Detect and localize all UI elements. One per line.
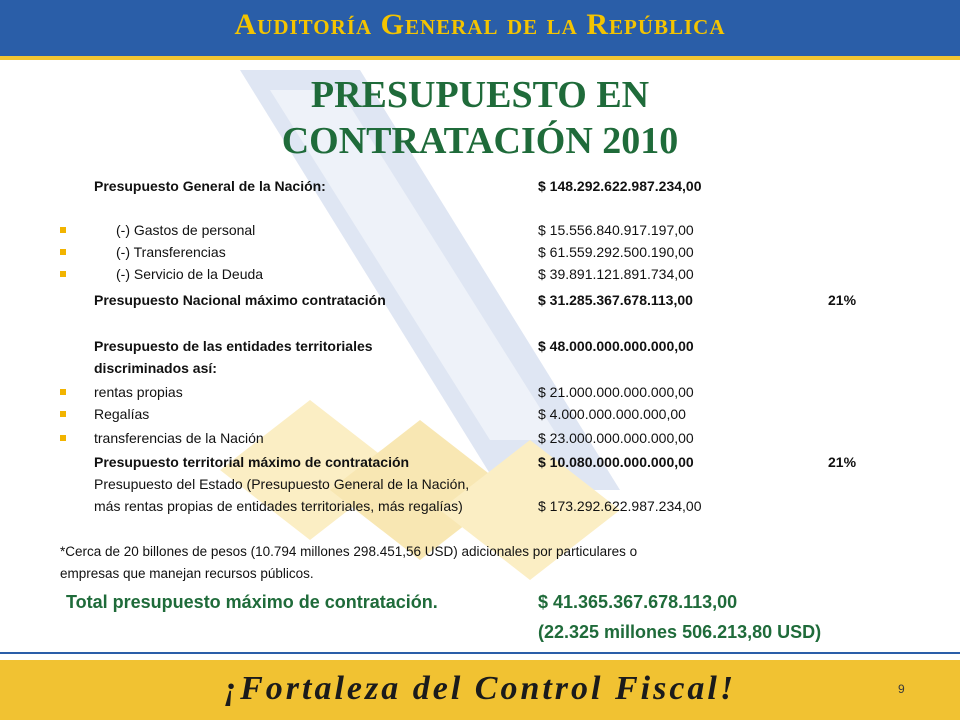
total-usd: (22.325 millones 506.213,80 USD) [538, 622, 822, 642]
row-label: Presupuesto Nacional máximo contratación [94, 292, 386, 308]
bullet-icon [60, 389, 66, 395]
row-amount: $ 15.556.840.917.197,00 [538, 222, 694, 238]
slide-title [180, 72, 780, 164]
row-amount: $ 23.000.000.000.000,00 [538, 430, 694, 446]
row-percentage: 21% [828, 292, 857, 308]
row-label: rentas propias [94, 384, 183, 400]
row-amount: $ 148.292.622.987.234,00 [538, 178, 702, 194]
row-amount: $ 61.559.292.500.190,00 [538, 244, 694, 260]
page-number: 9 [898, 682, 905, 696]
bullet-icon [60, 271, 66, 277]
row-amount: $ 173.292.622.987.234,00 [538, 498, 702, 514]
title-line-2: CONTRATACIÓN 2010 [281, 120, 679, 162]
row-percentage: 21% [828, 454, 857, 470]
note-line-1: *Cerca de 20 billones de pesos (10.794 millones 298.451,56 USD) adicionales por particulares o [60, 544, 638, 559]
org-title: Auditoría General de la República [234, 8, 726, 41]
row-amount: $ 31.285.367.678.113,00 [538, 292, 693, 308]
bullet-icon [60, 411, 66, 417]
footer-divider [0, 652, 960, 654]
row-label: más rentas propias de entidades territoriales, más regalías) [94, 498, 463, 514]
row-label: (-) Transferencias [116, 244, 226, 260]
title-line-1: PRESUPUESTO EN [310, 74, 650, 116]
bullet-icon [60, 227, 66, 233]
row-amount: $ 4.000.000.000.000,00 [538, 406, 686, 422]
row-amount: $ 48.000.000.000.000,00 [538, 338, 694, 354]
bullet-icon [60, 435, 66, 441]
header-divider [0, 56, 960, 60]
row-label: (-) Servicio de la Deuda [116, 266, 264, 282]
note-line-2: empresas que manejan recursos públicos. [60, 566, 314, 581]
row-label: Regalías [94, 406, 150, 422]
footer-slogan: ¡Fortaleza del Control Fiscal! [223, 670, 737, 707]
row-amount: $ 21.000.000.000.000,00 [538, 384, 694, 400]
row-label: Presupuesto territorial máximo de contratación [94, 454, 410, 470]
header-band [0, 0, 960, 56]
footer-band [0, 660, 960, 720]
row-amount: $ 39.891.121.891.734,00 [538, 266, 694, 282]
row-label: transferencias de la Nación [94, 430, 264, 446]
row-label: (-) Gastos de personal [116, 222, 256, 238]
row-label: discriminados así: [94, 360, 217, 376]
bullet-icon [60, 249, 66, 255]
row-label: Presupuesto General de la Nación: [94, 178, 326, 194]
row-amount: $ 10.080.000.000.000,00 [538, 454, 694, 470]
row-label: Presupuesto del Estado (Presupuesto General de la Nación, [94, 476, 470, 492]
total-amount: $ 41.365.367.678.113,00 [538, 592, 738, 612]
row-label: Presupuesto de las entidades territoriales [94, 338, 373, 354]
total-label: Total presupuesto máximo de contratación. [66, 592, 438, 612]
